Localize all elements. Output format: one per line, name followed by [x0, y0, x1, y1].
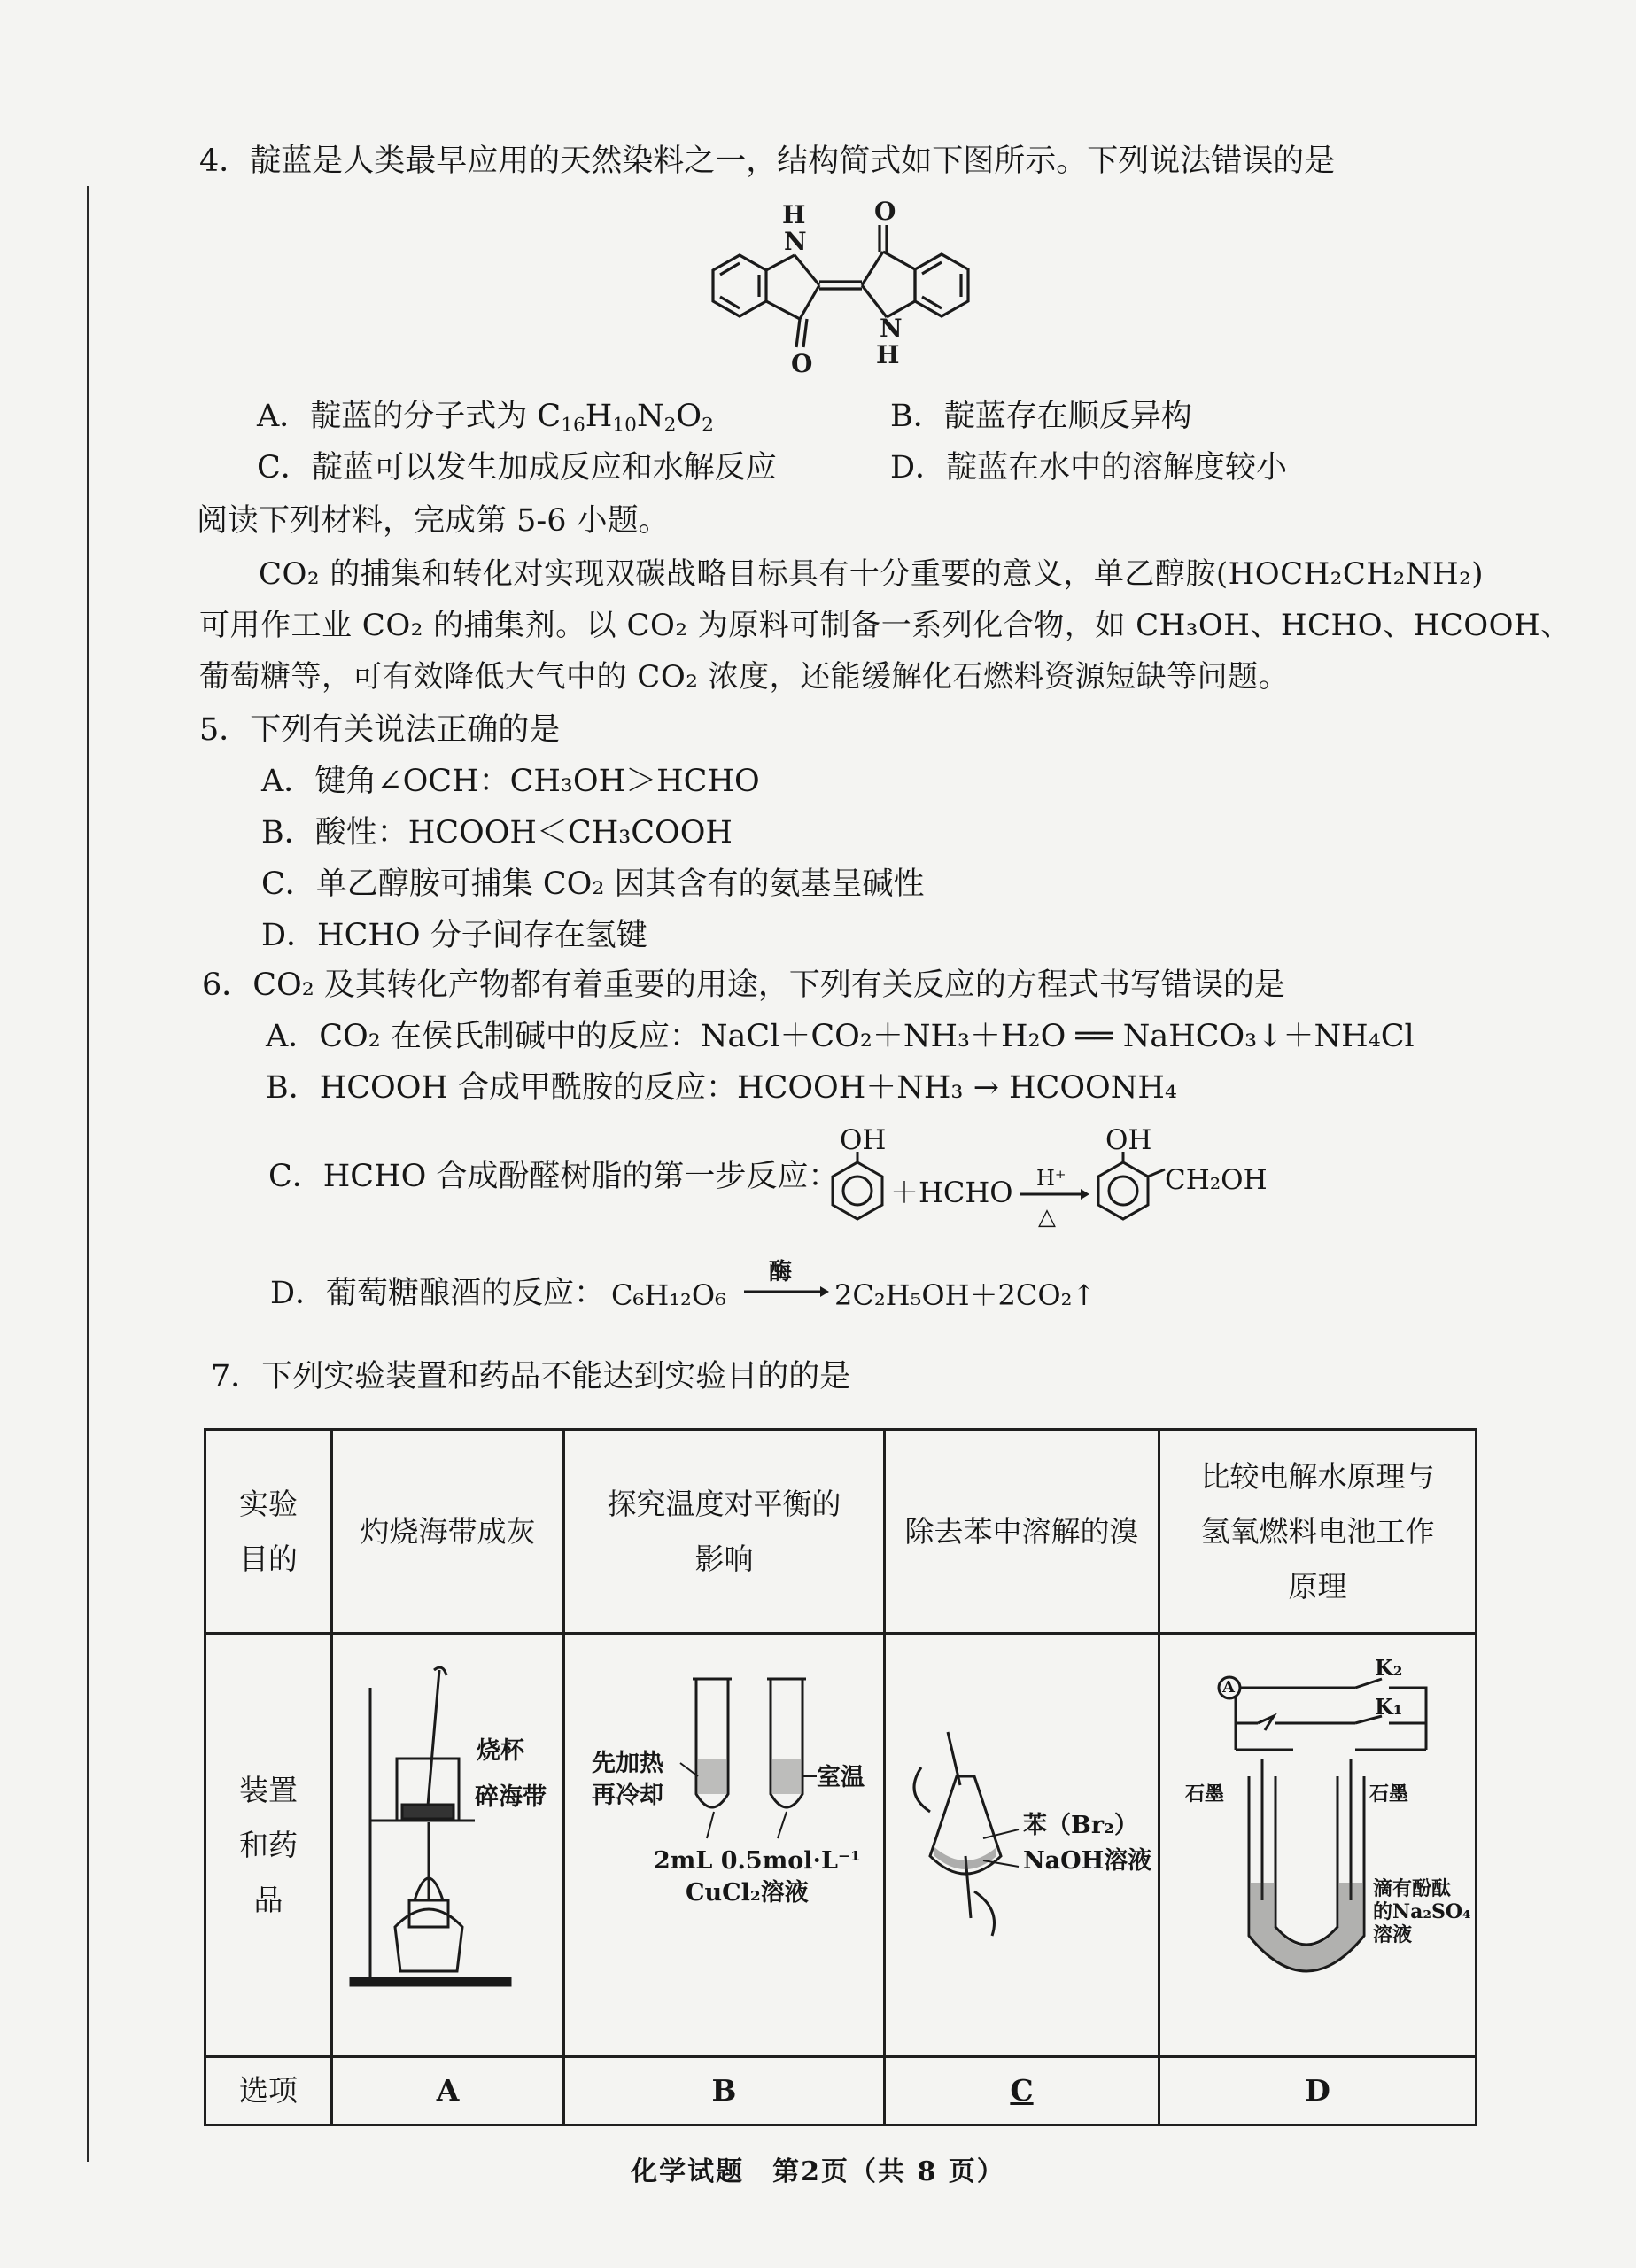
margin-rule [87, 186, 89, 2162]
indigo-h-top: H [782, 200, 806, 229]
q6-option-b: B．HCOOH 合成甲酰胺的反应：HCOOH＋NH₃ → HCOONH₄ [266, 1070, 1177, 1106]
label-room-temp: 室温 [817, 1764, 865, 1791]
indigo-structure [686, 195, 1005, 399]
material-p1: CO₂ 的捕集和转化对实现双碳战略目标具有十分重要的意义，单乙醇胺(HOCH₂CH₂NH₂) [259, 556, 1484, 592]
purpose-c: 除去苯中溶解的溴 [885, 1430, 1159, 1634]
q6-option-a: A．CO₂ 在侯氏制碱中的反应：NaCl＋CO₂＋NH₃＋H₂O ══ NaHCO₃↓＋NH₄Cl [266, 1019, 1415, 1054]
label-cucl2-conc: 2mL 0.5mol·L⁻¹ [654, 1847, 862, 1875]
option-d-cell: D [1159, 2057, 1477, 2125]
separatory-funnel-icon [886, 1635, 1160, 2058]
indigo-n-bottom: N [880, 314, 903, 343]
q4-option-b: B．靛蓝存在顺反异构 [890, 399, 1192, 434]
burning-seaweed-apparatus-icon [333, 1635, 565, 2058]
q6-d-products: 2C₂H₅OH＋2CO₂↑ [834, 1278, 1097, 1312]
table-row-purpose [205, 1430, 1477, 1634]
q6-d-reactant: C₆H₁₂O₆ [611, 1278, 726, 1312]
indigo-o-bottom: O [791, 349, 813, 378]
q6-c-plus-hcho: ＋HCHO [890, 1176, 1013, 1209]
option-a-cell: A [332, 2057, 564, 2125]
q6-c-catalyst: H⁺ [1036, 1166, 1066, 1191]
page-footer: 化学试题 第2页（共 8 页） [631, 2156, 1005, 2187]
q5-option-c: C．单乙醇胺可捕集 CO₂ 因其含有的氨基呈碱性 [261, 866, 925, 902]
q5-option-a: A．键角∠OCH：CH₃OH＞HCHO [261, 764, 760, 799]
table-row-apparatus [205, 1634, 1477, 2057]
label-phenolphthalein: 滴有酚酞 [1373, 1877, 1452, 1900]
enzyme-arrow-icon [742, 1283, 831, 1301]
q6-c-oh1: OH [840, 1124, 887, 1156]
q6-d-enzyme: 酶 [769, 1259, 793, 1285]
purpose-a: 灼烧海带成灰 [332, 1430, 564, 1634]
q4-option-a: A．靛蓝的分子式为 $C_{16}H_{10}N_2O_2$ [257, 399, 714, 437]
label-ammeter: A [1222, 1678, 1235, 1697]
apparatus-a [332, 1634, 564, 2057]
label-k1: K₁ [1375, 1694, 1403, 1720]
material-intro: 阅读下列材料，完成第 5-6 小题。 [197, 503, 670, 539]
indigo-h-bottom: H [876, 340, 900, 369]
label-beaker: 烧杯 [477, 1737, 524, 1765]
q7-stem: 7．下列实验装置和药品不能达到实验目的的是 [211, 1359, 851, 1394]
label-k2: K₂ [1375, 1655, 1403, 1681]
purpose-d: 比较电解水原理与 氢氧燃料电池工作 原理 [1159, 1430, 1477, 1634]
label-heat-then-cool-2: 再冷却 [592, 1782, 663, 1809]
q5-option-b: B．酸性：HCOOH＜CH₃COOH [261, 815, 733, 850]
label-cucl2-solution: CuCl₂溶液 [686, 1879, 809, 1907]
q5-option-d: D．HCHO 分子间存在氢键 [261, 918, 647, 953]
purpose-b: 探究温度对平衡的 影响 [564, 1430, 885, 1634]
q6-option-d-label: D．葡萄糖酿酒的反应： [270, 1276, 606, 1311]
indigo-o-top: O [874, 197, 896, 226]
apparatus-c [885, 1634, 1159, 2057]
q6-c-heat: △ [1038, 1204, 1056, 1231]
test-tubes-icon [565, 1635, 886, 2058]
label-na2so4: 的Na₂SO₄ [1373, 1900, 1471, 1923]
option-c-cell: C [885, 2057, 1159, 2125]
u-tube-electrolysis-icon [1160, 1635, 1477, 2058]
material-p3: 葡萄糖等，可有效降低大气中的 CO₂ 浓度，还能缓解化石燃料资源短缺等问题。 [199, 659, 1290, 695]
indigo-n-top: N [784, 227, 807, 256]
q6-stem: 6．CO₂ 及其转化产物都有着重要的用途，下列有关反应的方程式书写错误的是 [202, 967, 1285, 1003]
row-label-apparatus: 装置 和药 品 [205, 1634, 332, 2057]
label-solution: 溶液 [1373, 1923, 1413, 1946]
q4-option-c: C．靛蓝可以发生加成反应和水解反应 [257, 450, 777, 485]
apparatus-b [564, 1634, 885, 2057]
row-label-options: 选项 [205, 2057, 332, 2125]
option-b-cell: B [564, 2057, 885, 2125]
q4-option-d: D．靛蓝在水中的溶解度较小 [890, 450, 1288, 485]
label-graphite-right: 石墨 [1369, 1783, 1409, 1806]
row-label-purpose: 实验 目的 [205, 1430, 332, 1634]
q4-stem: 4．靛蓝是人类最早应用的天然染料之一，结构简式如下图所示。下列说法错误的是 [199, 144, 1336, 179]
label-seaweed: 碎海带 [475, 1783, 547, 1811]
label-benzene-br2: 苯（Br₂） [1023, 1812, 1138, 1839]
material-p2: 可用作工业 CO₂ 的捕集剂。以 CO₂ 为原料可制备一系列化合物，如 CH₃OH、HCHO、HCOOH、 [199, 608, 1571, 643]
q6-option-c-label: C．HCHO 合成酚醛树脂的第一步反应： [268, 1159, 840, 1194]
q6-c-oh2: OH [1105, 1124, 1152, 1156]
q5-stem: 5．下列有关说法正确的是 [199, 712, 561, 748]
apparatus-d [1159, 1634, 1477, 2057]
experiment-table [204, 1428, 1477, 2126]
q6-c-ch2oh: CH₂OH [1165, 1164, 1268, 1196]
label-graphite-left: 石墨 [1185, 1783, 1225, 1806]
label-naoh-solution: NaOH溶液 [1023, 1847, 1152, 1875]
table-row-options [205, 2057, 1477, 2125]
phenol-ring-icon [826, 1152, 888, 1223]
label-heat-then-cool-1: 先加热 [592, 1750, 663, 1777]
